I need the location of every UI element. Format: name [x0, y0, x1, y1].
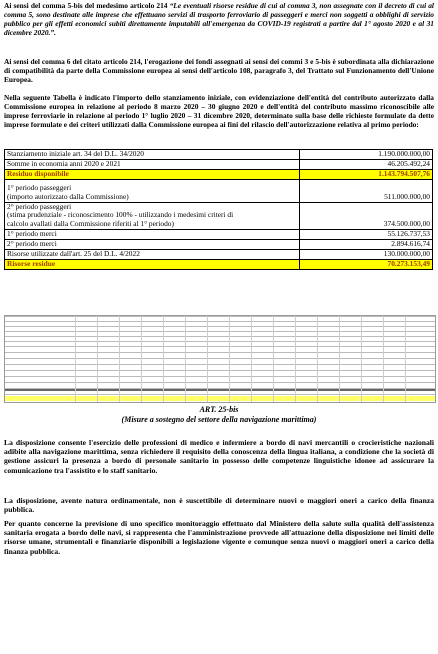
spreadsheet-gridline	[5, 376, 435, 377]
spreadsheet-gridline	[185, 316, 186, 402]
row-label: Stanziamento iniziale art. 34 del D.L. 34/2020	[5, 150, 300, 160]
spreadsheet-gridline	[5, 341, 435, 342]
row-label: Somme in economia anni 2020 e 2021	[5, 159, 300, 169]
paragraph-comma-6: Ai sensi del comma 6 del citato articolo 214, l'erogazione dei fondi assegnati ai sensi dei commi 3 e 5-bis è subordinata alla dichiarazione di compatibilità da parte della Commissione europea ai sensi dell'articolo 108, paragrafo 3, del Trattato sul Funzionamento dell'Unione Europea.	[4, 57, 434, 84]
table-row	[5, 202, 433, 230]
row-label: 1° periodo merci	[5, 230, 300, 240]
quoted-provision: “Le eventuali risorse residue di cui al comma 3, non assegnate con il decreto di cui al comma 5, sono destinate alle imprese che effettuano servizi di trasporto ferroviario di passeggeri e merci non soggetti a obblighi di servizio pubblico per gli effetti economici subiti direttamente imputabili all'emergenza da COVID-19 registrati a partire dal 1° agosto 2020 e al 31 dicembre 2020.”.	[4, 1, 434, 37]
spreadsheet-gridline	[5, 346, 435, 347]
spreadsheet-total-band	[5, 389, 435, 391]
table-row-highlight	[5, 169, 433, 179]
row-value: 2.894.616,74	[300, 240, 433, 250]
spreadsheet-gridline	[229, 316, 230, 402]
row-value: 55.126.737,53	[300, 230, 433, 240]
row-value: 511.000.000,00	[300, 179, 433, 202]
table-row	[5, 179, 433, 202]
table-row	[5, 159, 433, 169]
spreadsheet-gridline	[5, 382, 435, 383]
spreadsheet-gridline	[5, 358, 435, 359]
spreadsheet-gridline	[119, 316, 120, 402]
spreadsheet-gridline	[295, 316, 296, 402]
row-label-line: (stima prudenziale - riconoscimento 100% - utilizzando i medesimi criteri di	[7, 210, 234, 220]
row-value: 46.205.492,24	[300, 159, 433, 169]
spreadsheet-gridline	[75, 316, 76, 402]
spreadsheet-gridline	[5, 321, 435, 322]
paragraph-tabella-intro: Nella seguente Tabella è indicato l'importo dello stanziamento iniziale, con evidenziazione dell'entità del contributo autorizzato dalla Commissione europea in relazione al periodo 8 marzo 2020 – 30 giugno 2020 e dell'entità del contributo massimo riconoscibile alle imprese ferroviarie in relazione al periodo 1° luglio 2020 – 31 dicembre 2020, determinato sulla base delle richieste formulate da dette imprese formulate e dei criteri utilizzati dalla Commissione europea ai fini del rilascio dell'autorizzazione relativa al primo periodo:	[4, 93, 434, 129]
spreadsheet-gridline	[317, 316, 318, 402]
table-row	[5, 240, 433, 250]
paragraph-medici-infermieri: La disposizione consente l'esercizio delle professioni di medico e infermiere a bordo di navi mercantili o crocieristiche nazionali adibite alla navigazione marittima, senza richiedere il requisito della conoscenza della lingua italiana, a condizione che la società di gestione assicuri la presenza a bordo di personale sanitario in possesso delle competenze linguistiche idonee ad assicurare la comunicazione tra l'assistito e lo staff sanitario.	[4, 438, 434, 475]
row-label: Risorse utilizzate dall'art. 25 del D.L. 4/2022	[5, 250, 300, 260]
row-label-line: calcolo avallati dalla Commissione riferiti al 1° periodo)	[7, 219, 174, 229]
row-value: 1.190.000.000,00	[300, 150, 433, 160]
spreadsheet-gridline	[5, 364, 435, 365]
spreadsheet-gridline	[97, 316, 98, 402]
spreadsheet-gridline	[141, 316, 142, 402]
row-value: 1.143.794.507,76	[300, 169, 433, 179]
spreadsheet-gridline	[339, 316, 340, 402]
spreadsheet-gridline	[405, 316, 406, 402]
row-value: 130.000.000,00	[300, 250, 433, 260]
article-title: ART. 25-bis	[199, 405, 239, 414]
table-row	[5, 150, 433, 160]
spreadsheet-gridline	[251, 316, 252, 402]
spreadsheet-gridline	[163, 316, 164, 402]
table-row	[5, 250, 433, 260]
paragraph-lead: Ai sensi del comma 5-bis del medesimo articolo 214	[4, 1, 170, 10]
spreadsheet-gridline	[5, 352, 435, 353]
row-value: 70.273.153,49	[300, 259, 433, 269]
row-label-line: 2° periodo passeggeri	[7, 201, 72, 211]
spreadsheet-highlight-row	[5, 396, 435, 401]
spreadsheet-gridline	[273, 316, 274, 402]
spreadsheet-gridline	[5, 316, 435, 317]
paragraph-comma-5bis	[4, 2, 434, 38]
spreadsheet-gridline	[383, 316, 384, 402]
row-label-line: 1° periodo passeggeri	[7, 182, 72, 192]
row-label-line: (importo autorizzato dalla Commissione)	[7, 191, 129, 201]
mini-spreadsheet-image	[4, 315, 436, 403]
row-label: 2° periodo merci	[5, 240, 300, 250]
spreadsheet-gridline	[5, 370, 435, 371]
row-label: Risorse residue	[5, 259, 300, 269]
funds-table	[4, 149, 433, 270]
spreadsheet-gridline	[5, 388, 435, 389]
row-label	[5, 202, 300, 230]
table-row	[5, 230, 433, 240]
spreadsheet-gridline	[5, 394, 435, 395]
paragraph-monitoraggio: Per quanto concerne la previsione di uno specifico monitoraggio effettuato dal Ministero della salute sulla qualità dell'assistenza sanitaria erogata a bordo delle navi, si rappresenta che l'amministrazione provvede all'attuazione della disposizione nei limiti delle risorse umane, strumentali e finanziarie disponibili a legislazione vigente e comunque senza nuovi o maggiori oneri a carico della finanza pubblica.	[4, 519, 434, 556]
row-label: Residuo disponibile	[5, 169, 300, 179]
spreadsheet-gridline	[207, 316, 208, 402]
row-label	[5, 179, 300, 202]
spreadsheet-gridline	[5, 326, 435, 327]
spreadsheet-gridline	[5, 331, 435, 332]
spreadsheet-gridline	[361, 316, 362, 402]
article-subtitle: (Misure a sostegno del settore della navigazione marittima)	[121, 415, 317, 424]
table-row-highlight	[5, 259, 433, 269]
paragraph-natura-ordinamentale: La disposizione, avente natura ordinamentale, non è suscettibile di determinare nuovi o maggiori oneri a carico della finanza pubblica.	[4, 496, 434, 515]
row-value: 374.500.000,00	[300, 202, 433, 230]
spreadsheet-gridline	[5, 336, 435, 337]
